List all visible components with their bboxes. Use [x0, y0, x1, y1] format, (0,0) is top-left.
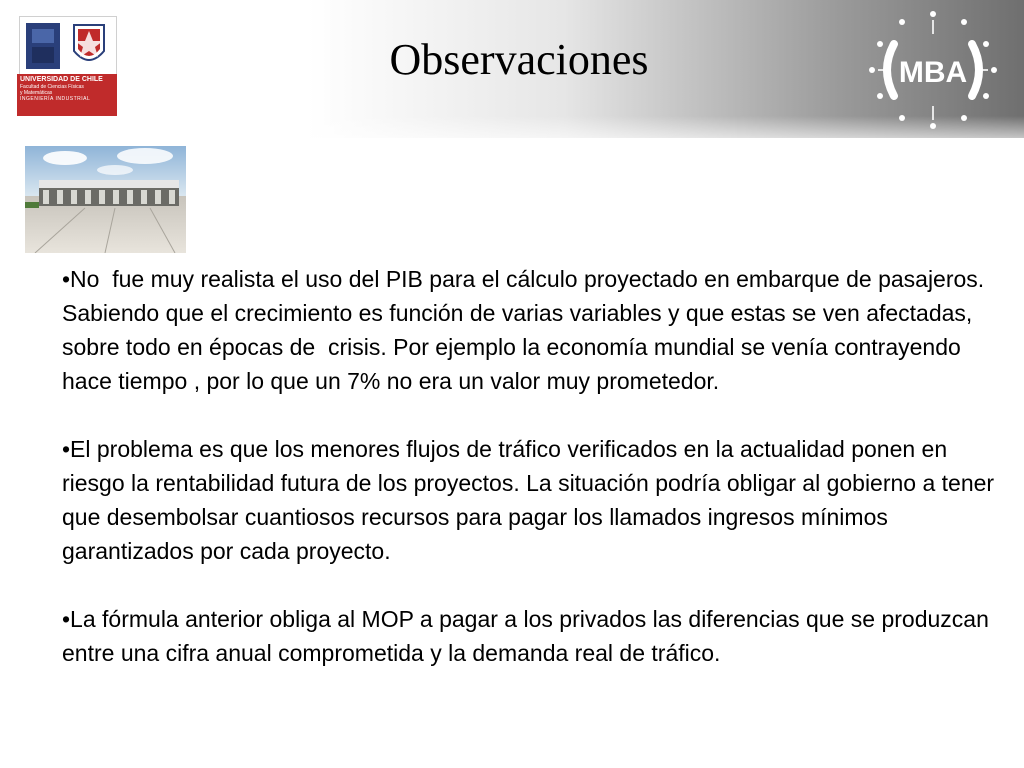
slide-body [62, 262, 1012, 670]
mba-logo-text: MBA [898, 56, 968, 89]
faculty-name-2: y Matemáticas [20, 90, 53, 96]
mba-logo [860, 4, 1006, 132]
airport-terminal-photo [25, 146, 186, 253]
slide-title: Observaciones [389, 35, 649, 84]
bullet-pib-realismo: •No fue muy realista el uso del PIB para el cálculo proyectado en embarque de pasajeros. Sabiendo que el crecimiento es función de varias variables y que estas se ven afectadas, sobre todo en épocas de crisis. Por ejemplo la economía mundial se venía contrayendo hace tiempo , por lo que un 7% no era un valor muy prometedor. [62, 266, 991, 394]
department-name: INGENIERÍA INDUSTRIAL [20, 96, 91, 102]
slide-header [0, 0, 1024, 138]
bullet-formula-mop: •La fórmula anterior obliga al MOP a pagar a los privados las diferencias que se produzcan entre una cifra anual comprometida y la demanda real de tráfico. [62, 606, 996, 666]
bullet-flujos-trafico: •El problema es que los menores flujos de tráfico verificados en la actualidad ponen en riesgo la rentabilidad futura de los proyectos. La situación podría obligar al gobierno a tener que desembolsar cuantiosos recursos para pagar los llamados ingresos mínimos garantizados por cada proyecto. [62, 436, 1001, 564]
faculty-name-1: Facultad de Ciencias Físicas [20, 84, 84, 90]
university-name: UNIVERSIDAD DE CHILE [20, 76, 103, 83]
